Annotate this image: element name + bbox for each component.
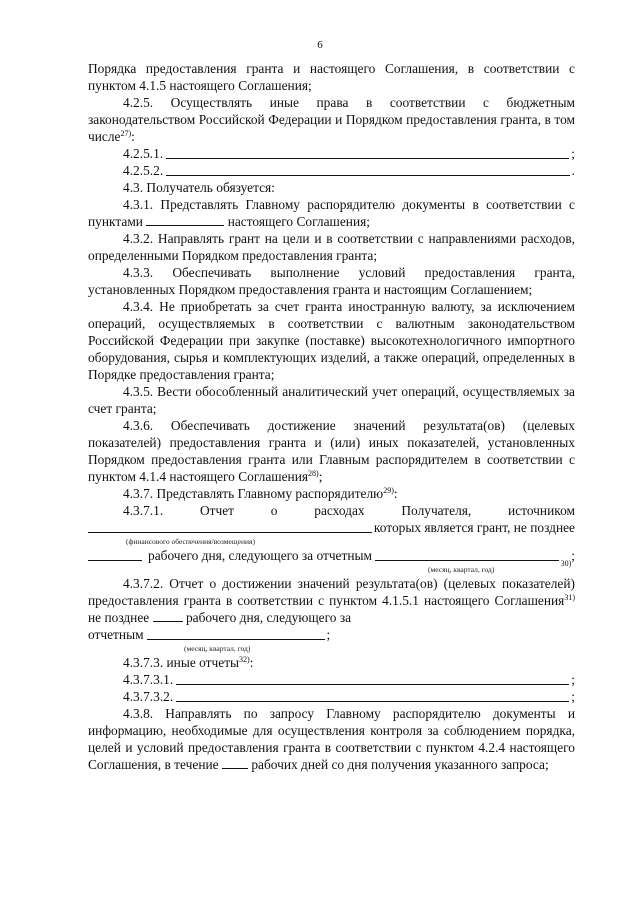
paragraph-4-3-7-3-text: 4.3.7.3. иные отчеты <box>123 655 240 670</box>
paragraph-4-3-7-1-line3: рабочего дня, следующего за отчетным 30) ; <box>88 547 575 564</box>
paragraph-4-3-1-text: 4.3.1. Представлять Главному распорядителю документы в соответствии с пунктами <box>88 197 575 229</box>
paragraph-4-3-1-tail: настоящего Соглашения; <box>227 214 371 229</box>
financing-type-hint: (финансового обеспечения/возмещения) <box>126 537 255 546</box>
item-4-3-7-3-1-blank <box>176 672 569 685</box>
item-4-2-5-2-end: . <box>571 163 575 178</box>
paragraph-4-3-7-2-text: 4.3.7.2. Отчет о достижении значений результата(ов) (целевых показателей) предоставления гранта в соответствии с пунктом 4.1.5.1 настоящего Соглашения <box>88 576 575 608</box>
paragraph-continuation: Порядка предоставления гранта и настоящего Соглашения, в соответствии с пунктом 4.1.5 настоящего Соглашения; <box>88 61 575 93</box>
paragraph-4-3-2: 4.3.2. Направлять грант на цели и в соответствии с направлениями расходов, определенными Порядком предоставления гранта; <box>88 231 575 263</box>
report-days-blank <box>153 610 183 622</box>
item-4-2-5-1-number: 4.2.5.1. <box>123 146 164 161</box>
item-4-2-5-2-blank <box>166 163 569 176</box>
paragraph-4-3-6 <box>88 417 575 485</box>
paragraph-4-3-5: 4.3.5. Вести обособленный аналитический учет операций, осуществляемых за счет гранта; <box>88 384 575 416</box>
item-4-2-5-1 <box>88 145 575 162</box>
footnote-ref-31: 31) <box>564 593 575 602</box>
paragraph-4-3-7-3-end: : <box>249 655 254 670</box>
paragraph-4-3-7-2-tail: рабочего дня, следующего за <box>185 610 352 625</box>
paragraph-4-3-4: 4.3.4. Не приобретать за счет гранта иностранную валюту, за исключением операций, осуществляемых в соответствии с валютным законодательством Российской Федерации при закупке (поставке) высокотехнологичного импортного оборудования, сырья и комплектующих изделий, а также операций, определенных в Порядке предоставления гранта; <box>88 299 575 382</box>
footnote-ref-32: 32) <box>239 655 250 664</box>
footnote-ref-28: 28) <box>308 469 319 478</box>
days-blank <box>88 549 142 561</box>
paragraph-4-3-7-text: 4.3.7. Представлять Главному распорядителю <box>123 486 384 501</box>
item-4-3-7-3-2-number: 4.3.7.3.2. <box>123 689 174 704</box>
paragraph-4-3-7-1-tail: рабочего дня, следующего за отчетным <box>148 548 372 563</box>
item-4-3-7-3-1-end: ; <box>571 672 575 687</box>
paragraph-4-3-7-2 <box>88 575 575 626</box>
item-4-3-7-3-2-blank <box>176 689 569 702</box>
paragraph-4-3-1-blank <box>146 214 224 226</box>
document-body <box>88 60 575 773</box>
paragraph-4-3-7-1-line2 <box>88 519 575 536</box>
paragraph-4-3-7-2-period-label: отчетным <box>88 627 144 642</box>
reporting-period-blank <box>375 548 559 561</box>
paragraph-4-3-8 <box>88 705 575 773</box>
paragraph-4-3-7-1-end: ; <box>571 548 575 563</box>
paragraph-4-3-8-tail: рабочих дней со дня получения указанного запроса; <box>251 757 549 772</box>
request-days-blank <box>222 757 248 769</box>
report-period-hint: (месяц, квартал, год) <box>184 644 251 653</box>
item-4-2-5-1-blank <box>166 146 569 159</box>
paragraph-4-3-7-2-line-period <box>88 626 575 643</box>
report-period-blank <box>147 628 325 640</box>
reporting-period-hint: (месяц, квартал, год) <box>428 565 495 574</box>
paragraph-4-3-7-2-end: ; <box>326 627 331 642</box>
item-4-2-5-2-number: 4.2.5.2. <box>123 163 164 178</box>
item-4-3-7-3-1-number: 4.3.7.3.1. <box>123 672 174 687</box>
paragraph-4-3-7 <box>88 485 575 502</box>
paragraph-4-3-7-1-text: которых является грант, не позднее <box>373 520 575 535</box>
item-4-2-5-1-end: ; <box>571 146 575 161</box>
paragraph-4-2-5-end: : <box>131 129 135 144</box>
paragraph-4-3-1 <box>88 196 575 230</box>
page-number: 6 <box>317 39 323 51</box>
footnote-ref-29: 29) <box>383 486 394 495</box>
paragraph-4-3-7-3 <box>88 654 575 671</box>
footnote-ref-27: 27) <box>120 129 132 138</box>
paragraph-4-2-5-text: 4.2.5. Осуществлять иные права в соответствии с бюджетным законодательством Российской Федерации и Порядком предоставления гранта, в том числе <box>88 95 575 144</box>
paragraph-4-3-7-2-deadline: не позднее <box>88 610 150 625</box>
financing-type-blank <box>88 520 372 533</box>
item-4-3-7-3-2-end: ; <box>571 689 575 704</box>
paragraph-4-3-6-end: ; <box>318 469 323 484</box>
paragraph-4-3-7-end: : <box>393 486 398 501</box>
paragraph-4-3: 4.3. Получатель обязуется: <box>123 180 275 195</box>
item-4-2-5-2 <box>88 162 575 179</box>
paragraph-4-3-6-text: 4.3.6. Обеспечивать достижение значений результата(ов) (целевых показателей) предоставления гранта и (или) иных показателей, установленных Порядком предоставления гранта или Главным распорядителем в соответствии с пунктом 4.1.4 настоящего Соглашения <box>88 418 575 484</box>
item-4-3-7-3-1 <box>88 671 575 688</box>
paragraph-4-3-7-1-line1: 4.3.7.1. Отчет о расходах Получателя, источником <box>123 503 575 518</box>
item-4-3-7-3-2 <box>88 688 575 705</box>
paragraph-4-3-3: 4.3.3. Обеспечивать выполнение условий предоставления гранта, установленных Порядком предоставления гранта и настоящим Соглашением; <box>88 265 575 297</box>
paragraph-4-3-8-text: 4.3.8. Направлять по запросу Главному распорядителю документы и информацию, необходимые для осуществления контроля за соблюдением порядка, целей и условий предоставления гранта в соответствии с пунктом 4.2.4 настоящего Соглашения, в течение <box>88 706 575 772</box>
paragraph-4-2-5 <box>88 94 575 145</box>
